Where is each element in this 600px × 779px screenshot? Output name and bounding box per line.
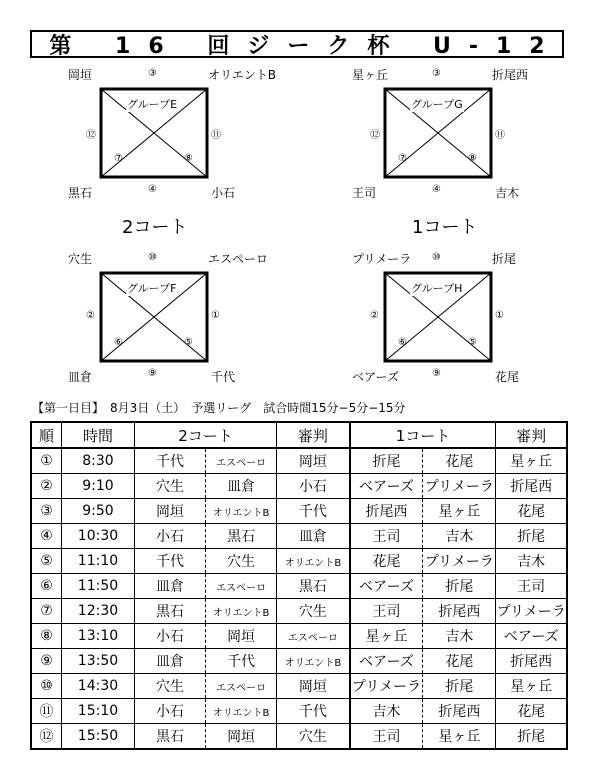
table-row [31,599,567,624]
court1-team-b: 花尾 [423,649,496,674]
court1-team-b: プリメーラ [423,549,496,574]
match-left: ② [86,310,95,321]
court2-team-b: オリエントB [206,599,277,624]
court2-team-b: 穴生 [206,549,277,574]
court2-referee: 小石 [277,474,350,499]
title-box [30,30,564,58]
court1-team-b: 花尾 [423,448,496,474]
match-top: ③ [148,68,157,79]
match-bottom: ④ [148,184,157,195]
court2-team-b: 黒石 [206,524,277,549]
court1-team-a: 王司 [350,524,423,549]
table-row [31,499,567,524]
match-inner-right: ⑧ [184,153,193,164]
court1-team-a: 王司 [350,599,423,624]
court1-referee: ベアーズ [496,624,567,649]
court2-team-b: 皿倉 [206,474,277,499]
header-court2: 2コート [135,422,277,448]
order-cell: ④ [31,524,61,549]
match-left: ② [370,310,379,321]
time-cell: 9:50 [61,499,134,524]
group-f-diagram [68,250,338,400]
court1-referee: 折尾西 [496,474,567,499]
order-cell: ② [31,474,61,499]
match-right: ⑪ [495,130,505,141]
court-2-label: 2コート [122,217,188,238]
court2-team-b: オリエントB [206,699,277,724]
court2-team-a: 穴生 [135,474,206,499]
table-row [31,649,567,674]
court2-referee: 千代 [277,699,350,724]
group-name: グループE [127,98,178,111]
court1-team-a: 星ヶ丘 [350,624,423,649]
court1-referee: 星ヶ丘 [496,674,567,699]
team-top-left: 穴生 [68,252,93,266]
court-1-label: 1コート [412,217,478,238]
court1-team-a: 花尾 [350,549,423,574]
schedule-table [30,421,568,750]
group-e-diagram [68,66,338,216]
match-bottom: ⑨ [432,368,441,379]
team-bottom-right: 花尾 [495,370,520,384]
court1-referee: 王司 [496,574,567,599]
time-cell: 11:50 [61,574,134,599]
court1-team-b: 折尾 [423,574,496,599]
court1-team-b: 星ヶ丘 [423,499,496,524]
match-inner-left: ⑥ [398,337,407,348]
table-row [31,724,567,750]
time-cell: 8:30 [61,448,134,474]
court2-team-b: 千代 [206,649,277,674]
team-top-left: 岡垣 [68,68,93,82]
table-row [31,574,567,599]
page-title: 第 16 回ジーク杯 U-12 [49,33,563,59]
court2-team-b: 岡垣 [206,624,277,649]
team-bottom-left: ベアーズ [352,370,400,384]
team-bottom-right: 小石 [211,186,236,200]
court1-team-b: 折尾西 [423,699,496,724]
court2-referee: 千代 [277,499,350,524]
court1-team-b: 折尾 [423,674,496,699]
match-top: ③ [432,68,441,79]
court1-team-a: 吉木 [350,699,423,724]
match-inner-left: ⑦ [398,153,407,164]
court2-team-a: 黒石 [135,599,206,624]
court1-team-a: ベアーズ [350,474,423,499]
order-cell: ⑫ [31,724,61,750]
match-inner-left: ⑥ [114,337,123,348]
order-cell: ⑥ [31,574,61,599]
court2-team-a: 千代 [135,448,206,474]
court2-referee: 岡垣 [277,674,350,699]
table-row [31,524,567,549]
court2-team-a: 小石 [135,524,206,549]
match-inner-right: ⑤ [184,337,193,348]
match-left: ⑫ [86,130,96,141]
match-top: ⑩ [148,252,157,263]
match-top: ⑩ [432,252,441,263]
court2-referee: 穴生 [277,724,350,750]
court1-team-a: ベアーズ [350,574,423,599]
team-bottom-left: 王司 [352,186,377,200]
court1-team-a: ベアーズ [350,649,423,674]
match-bottom: ⑨ [148,368,157,379]
order-cell: ⑪ [31,699,61,724]
court1-team-a: 王司 [350,724,423,750]
team-top-right: エスペーロ [208,252,269,266]
table-row [31,624,567,649]
time-cell: 9:10 [61,474,134,499]
court2-team-b: 岡垣 [206,724,277,750]
time-cell: 12:30 [61,599,134,624]
court2-referee: オリエントB [277,649,350,674]
order-cell: ⑩ [31,674,61,699]
court2-team-a: 千代 [135,549,206,574]
time-cell: 15:10 [61,699,134,724]
court1-referee: 折尾 [496,724,567,750]
match-right: ① [495,310,504,321]
court1-team-b: 吉木 [423,624,496,649]
court2-team-b: オリエントB [206,499,277,524]
team-top-left: プリメーラ [352,252,412,266]
group-name: グループF [127,282,177,295]
court2-team-a: 黒石 [135,724,206,750]
header-time: 時間 [61,422,134,448]
time-cell: 10:30 [61,524,134,549]
court2-referee: オリエントB [277,549,350,574]
court1-team-a: プリメーラ [350,674,423,699]
court1-referee: 星ヶ丘 [496,448,567,474]
court1-referee: 花尾 [496,499,567,524]
time-cell: 13:10 [61,624,134,649]
group-name: グループH [411,282,463,295]
court2-referee: エスペーロ [277,624,350,649]
header-court1: 1コート [350,422,496,448]
team-top-left: 星ヶ丘 [352,68,389,82]
time-cell: 14:30 [61,674,134,699]
match-right: ⑪ [211,130,221,141]
header-referee-court2: 審判 [277,422,350,448]
court2-referee: 穴生 [277,599,350,624]
court1-referee: 吉木 [496,549,567,574]
team-bottom-right: 吉木 [495,186,520,200]
group-box-lines [68,66,338,216]
match-inner-right: ⑤ [468,337,477,348]
group-g-diagram [352,66,600,216]
court2-team-a: 穴生 [135,674,206,699]
team-top-right: オリエントB [208,68,276,82]
order-cell: ① [31,448,61,474]
court1-team-b: プリメーラ [423,474,496,499]
team-top-right: 折尾西 [492,68,529,82]
team-top-right: 折尾 [492,252,517,266]
court2-team-b: エスペーロ [206,674,277,699]
court1-referee: 折尾 [496,524,567,549]
court1-team-a: 折尾 [350,448,423,474]
court2-team-b: エスペーロ [206,574,277,599]
team-bottom-right: 千代 [211,370,236,384]
time-cell: 15:50 [61,724,134,750]
time-cell: 13:50 [61,649,134,674]
table-row [31,674,567,699]
table-row [31,448,567,474]
time-cell: 11:10 [61,549,134,574]
court1-team-a: 折尾西 [350,499,423,524]
order-cell: ③ [31,499,61,524]
order-cell: ⑨ [31,649,61,674]
court2-team-a: 岡垣 [135,499,206,524]
court2-team-a: 皿倉 [135,649,206,674]
court2-team-a: 小石 [135,699,206,724]
team-bottom-left: 皿倉 [68,370,93,384]
court2-team-a: 小石 [135,624,206,649]
match-right: ① [211,310,220,321]
court1-referee: プリメーラ [496,599,567,624]
court2-team-b: エスペーロ [206,448,277,474]
team-bottom-left: 黒石 [68,186,93,200]
table-row [31,699,567,724]
court2-referee: 黒石 [277,574,350,599]
group-box-lines [352,66,600,216]
order-cell: ⑦ [31,599,61,624]
group-box-lines [68,250,338,400]
match-inner-right: ⑧ [468,153,477,164]
table-header-row [31,422,567,448]
match-inner-left: ⑦ [114,153,123,164]
header-order: 順 [31,422,61,448]
court1-referee: 花尾 [496,699,567,724]
group-name: グループG [411,98,463,111]
group-h-diagram [352,250,600,400]
court2-team-a: 皿倉 [135,574,206,599]
day-info: 【第一日目】 8月3日（土） 予選リーグ 試合時間15分−5分−15分 [32,401,406,415]
court1-team-b: 星ヶ丘 [423,724,496,750]
table-row [31,474,567,499]
header-referee-court1: 審判 [496,422,567,448]
court1-referee: 折尾西 [496,649,567,674]
court1-team-b: 吉木 [423,524,496,549]
table-row [31,549,567,574]
court1-team-b: 折尾西 [423,599,496,624]
match-left: ⑫ [370,130,380,141]
court2-referee: 皿倉 [277,524,350,549]
order-cell: ⑧ [31,624,61,649]
order-cell: ⑤ [31,549,61,574]
match-bottom: ④ [432,184,441,195]
court2-referee: 岡垣 [277,448,350,474]
